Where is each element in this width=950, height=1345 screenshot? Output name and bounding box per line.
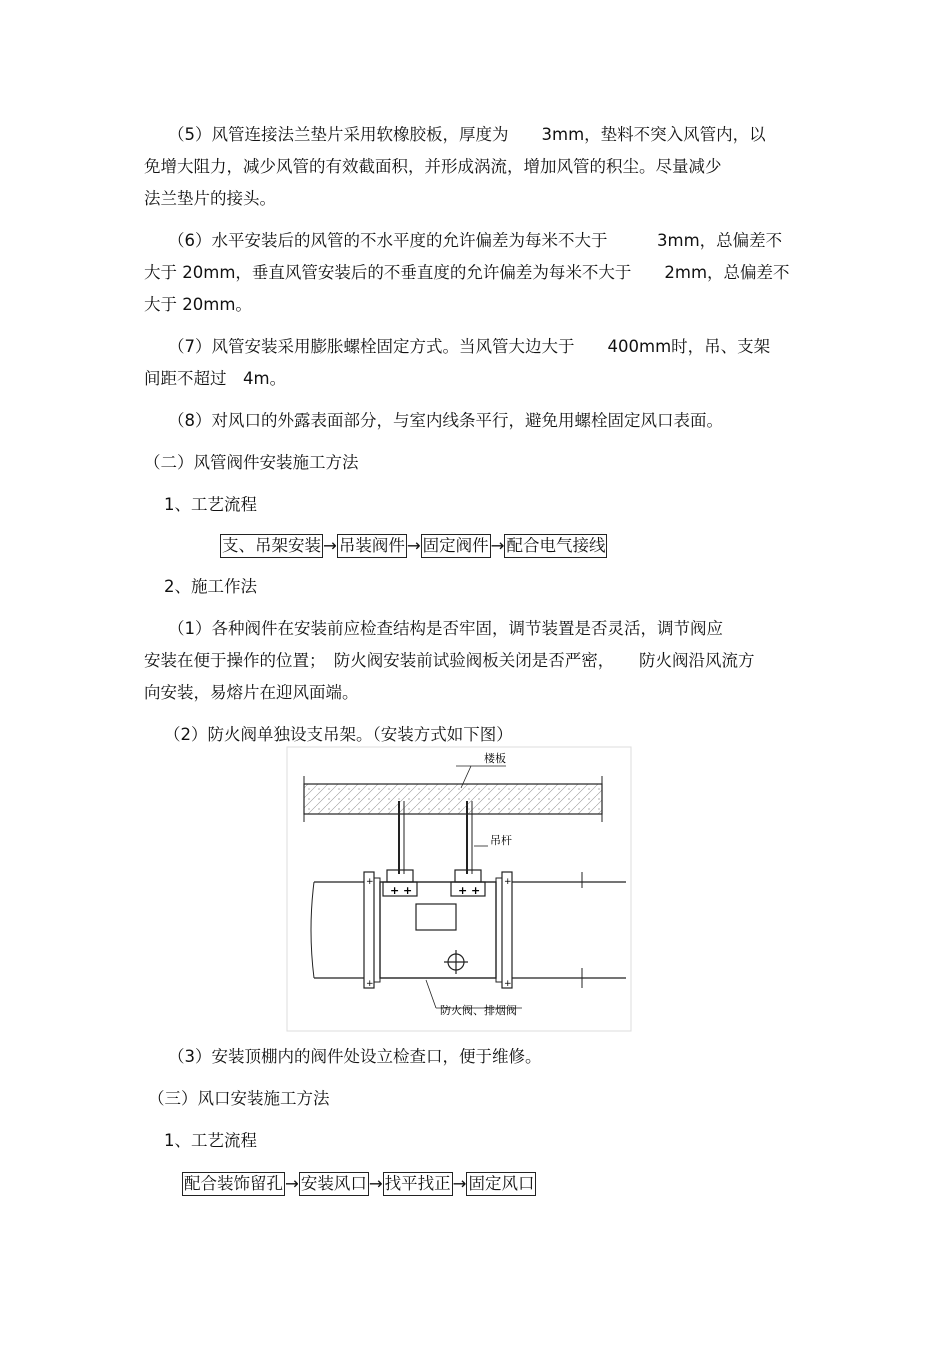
para-5-line-3: 法兰垫片的接头。 (144, 189, 276, 208)
arrow-icon: → (285, 1174, 299, 1193)
method-1-line-2: 安装在便于操作的位置； 防火阀安装前试验阀板关闭是否严密， 防火阀沿风流方 (144, 651, 755, 670)
subheading-process-flow: 1、工艺流程 (164, 495, 257, 514)
arrow-icon: → (452, 1174, 467, 1193)
section-heading-outlets: （三）风口安装施工方法 (148, 1089, 330, 1108)
floor-slab (304, 784, 602, 814)
flow-step: 固定风口 (466, 1172, 536, 1196)
label-floor-slab: 楼板 (484, 752, 506, 765)
flow-step: 支、吊架安装 (220, 534, 323, 558)
flow-step: 安装风口 (299, 1172, 369, 1196)
para-6-line-2: 大于 20mm，垂直风管安装后的不垂直度的允许偏差为每米不大于 2mm，总偏差不 (144, 263, 790, 282)
flow-step: 找平找正 (383, 1172, 453, 1196)
svg-text:+: + (504, 979, 512, 989)
para-6-line-1: （6）水平安装后的风管的不水平度的允许偏差为每米不大于 3mm，总偏差不 (168, 231, 783, 250)
svg-text:+ +: + + (458, 884, 481, 897)
flow-step: 配合装饰留孔 (182, 1172, 285, 1196)
svg-text:+ +: + + (390, 884, 413, 897)
para-7-line-2: 间距不超过 4m。 (144, 369, 287, 388)
inspection-window (416, 904, 456, 930)
flange-right (502, 872, 512, 988)
svg-text:+: + (504, 877, 512, 887)
valve-process-flow (220, 534, 607, 558)
para-8-line-1: （8）对风口的外露表面部分，与室内线条平行，避免用螺栓固定风口表面。 (168, 411, 723, 430)
method-1-line-1: （1）各种阀件在安装前应检查结构是否牢固，调节装置是否灵活，调节阀应 (168, 619, 723, 638)
label-hanger-rod: 吊杆 (490, 834, 512, 847)
fire-damper-installation-diagram (286, 746, 632, 1032)
flange-left (364, 872, 374, 988)
svg-text:+: + (366, 979, 374, 989)
flow-step: 固定阀件 (421, 534, 491, 558)
arrow-icon: → (368, 1174, 383, 1193)
para-5-line-1: （5）风管连接法兰垫片采用软橡胶板，厚度为 3mm，垫料不突入风管内，以 (168, 125, 766, 144)
subheading-construction-method: 2、施工作法 (164, 577, 257, 596)
svg-text:+: + (366, 877, 374, 887)
para-7-line-1: （7）风管安装采用膨胀螺栓固定方式。当风管大边大于 400mm时，吊、支架 (168, 337, 771, 356)
arrow-icon: → (406, 536, 421, 555)
para-6-line-3: 大于 20mm。 (144, 295, 252, 314)
section-heading-valves: （二）风管阀件安装施工方法 (144, 453, 359, 472)
subheading-process-flow-outlets: 1、工艺流程 (164, 1131, 257, 1150)
arrow-icon: → (323, 536, 337, 555)
method-2-line: （2）防火阀单独设支吊架。（安装方式如下图） (164, 725, 513, 744)
method-3-line: （3）安装顶棚内的阀件处设立检查口，便于维修。 (168, 1047, 542, 1066)
para-5-line-2: 免增大阻力，减少风管的有效截面积，并形成涡流，增加风管的积尘。尽量减少 (144, 157, 722, 176)
duct-break-left (311, 882, 314, 978)
flow-step: 吊装阀件 (337, 534, 407, 558)
outlet-process-flow (182, 1172, 536, 1196)
flow-step: 配合电气接线 (504, 534, 607, 558)
method-1-line-3: 向安装，易熔片在迎风面端。 (144, 683, 359, 702)
arrow-icon: → (490, 536, 505, 555)
label-fire-damper: 防火阀、排烟阀 (440, 1004, 517, 1017)
